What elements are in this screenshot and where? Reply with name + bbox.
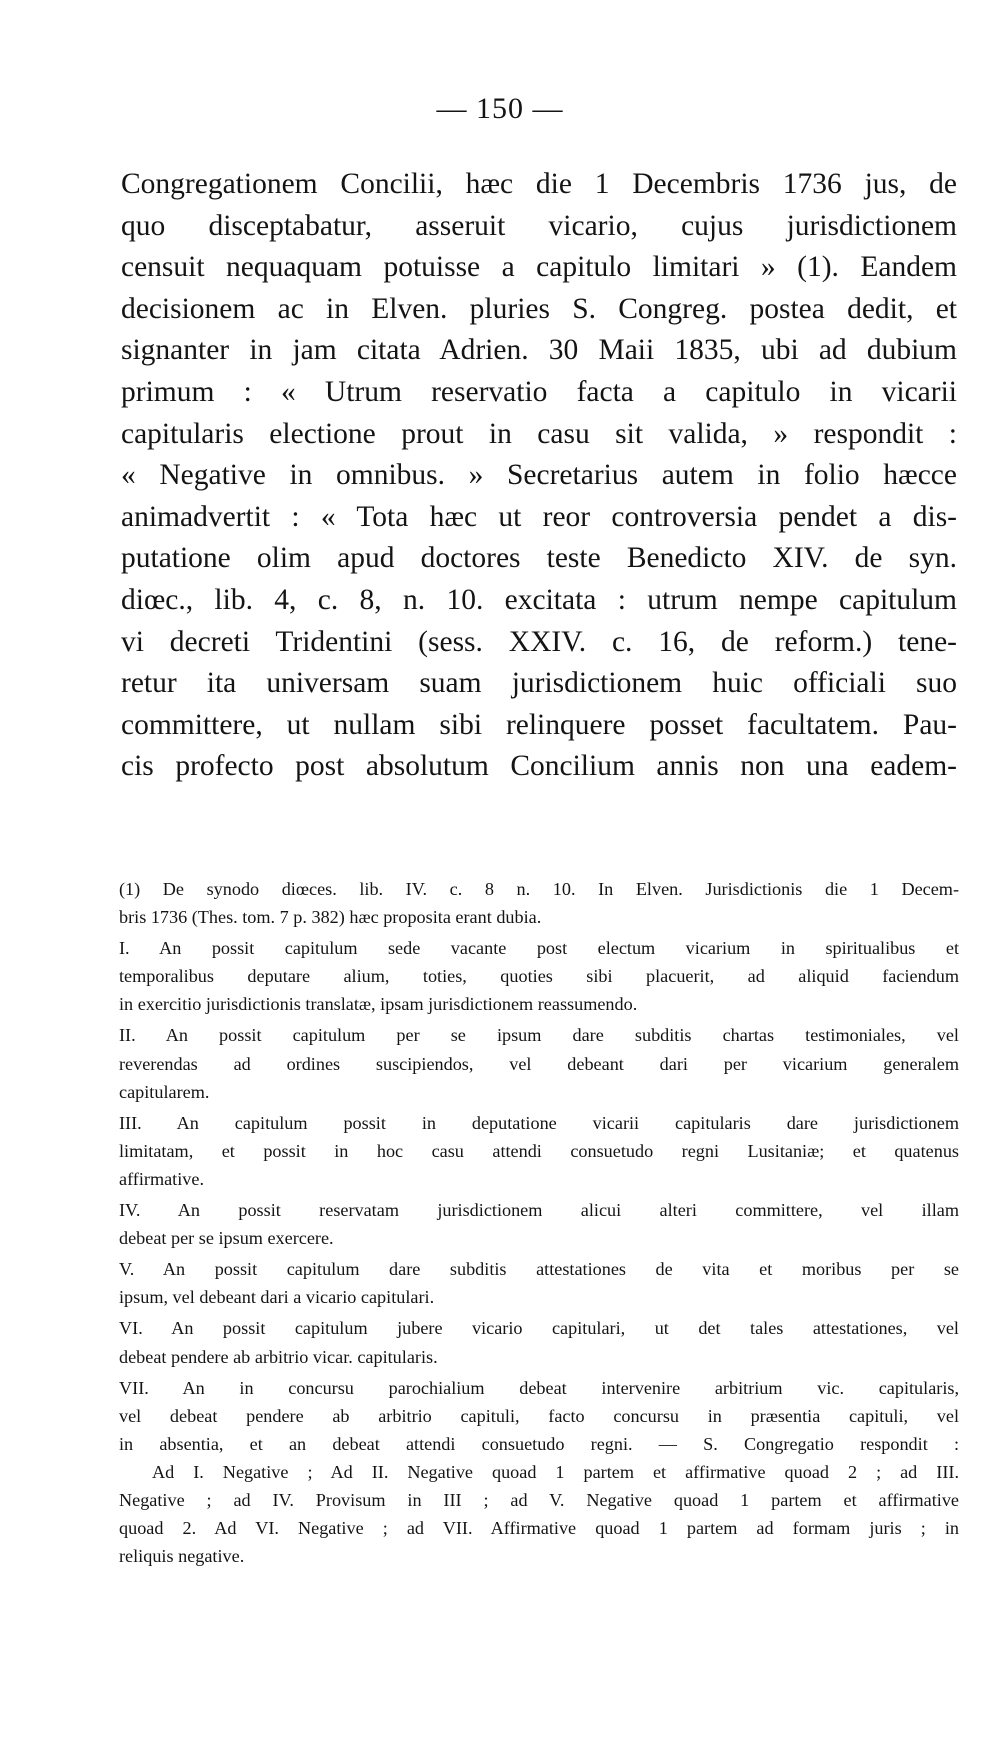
footnote-line: I. An possit capitulum sede vacante post electum vicarium in spiritualibus et (119, 938, 959, 959)
footnote-line: III. An capitulum possit in deputatione vicarii capitularis dare jurisdictionem (119, 1112, 959, 1133)
main-line: capitularis electione prout in casu sit valida, » respondit : (121, 417, 957, 450)
main-line: cis profecto post absolutum Concilium annis non una eadem- (121, 750, 957, 783)
main-line: diœc., lib. 4, c. 8, n. 10. excitata : utrum nempe capitulum (121, 583, 957, 616)
footnote-line: vel debeat pendere ab arbitrio capituli, facto concursu in præsentia capituli, vel (119, 1405, 959, 1426)
footnote-line: affirmative. (119, 1168, 205, 1189)
footnote-line: reliquis negative. (119, 1546, 245, 1567)
footnotes (119, 875, 959, 1570)
footnote-line: VII. An in concursu parochialium debeat intervenire arbitrium vic. capitularis, (119, 1377, 959, 1398)
footnote-line: reverendas ad ordines suscipiendos, vel debeant dari per vicarium generalem (119, 1053, 959, 1074)
main-line: vi decreti Tridentini (sess. XXIV. c. 16, de reform.) tene- (121, 625, 957, 658)
main-line: putatione olim apud doctores teste Benedicto XIV. de syn. (121, 542, 957, 575)
main-text (121, 164, 957, 788)
footnote-line: ipsum, vel debeant dari a vicario capitulari. (119, 1287, 435, 1308)
main-line: retur ita universam suam jurisdictionem huic officiali suo (121, 667, 957, 700)
main-line: quo disceptabatur, asseruit vicario, cujus jurisdictionem (121, 209, 957, 242)
main-line: primum : « Utrum reservatio facta a capitulo in vicarii (121, 375, 957, 408)
footnote-line: limitatam, et possit in hoc casu attendi consuetudo regni Lusitaniæ; et quatenus (119, 1140, 959, 1161)
footnote-line: debeat pendere ab arbitrio vicar. capitularis. (119, 1346, 438, 1367)
footnote-line: quoad 2. Ad VI. Negative ; ad VII. Affirmative quoad 1 partem ad formam juris ; in (119, 1518, 959, 1539)
footnote-line: in absentia, et an debeat attendi consuetudo regni. — S. Congregatio respondit : (119, 1433, 959, 1454)
main-line: Congregationem Concilii, hæc die 1 Decembris 1736 jus, de (121, 168, 957, 200)
footnote-line: II. An possit capitulum per se ipsum dare subditis chartas testimoniales, vel (119, 1025, 959, 1046)
footnote-line: Ad I. Negative ; Ad II. Negative quoad 1 partem et affirmative quoad 2 ; ad III. (152, 1461, 959, 1482)
main-line: committere, ut nullam sibi relinquere posset facultatem. Pau- (121, 708, 957, 741)
footnote-line: Negative ; ad IV. Provisum in III ; ad V. Negative quoad 1 partem et affirmative (119, 1489, 959, 1510)
footnote-line: in exercitio jurisdictionis translatæ, ipsam jurisdictionem reassumendo. (119, 994, 638, 1015)
footnote-line: V. An possit capitulum dare subditis attestationes de vita et moribus per se (119, 1259, 959, 1280)
main-line: animadvertit : « Tota hæc ut reor controversia pendet a dis- (121, 500, 957, 533)
footnote-line: capitularem. (119, 1081, 210, 1102)
main-line: signanter in jam citata Adrien. 30 Maii 1835, ubi ad dubium (121, 334, 957, 367)
footnote-line: bris 1736 (Thes. tom. 7 p. 382) hæc proposita erant dubia. (119, 907, 542, 928)
footnote-line: (1) De synodo diœces. lib. IV. c. 8 n. 10. In Elven. Jurisdictionis die 1 Decem- (119, 879, 959, 899)
footnote-line: VI. An possit capitulum jubere vicario capitulari, ut det tales attestationes, vel (119, 1318, 959, 1339)
main-line: « Negative in omnibus. » Secretarius autem in folio hæcce (121, 459, 957, 492)
footnote-line: IV. An possit reservatam jurisdictionem alicui alteri committere, vel illam (119, 1200, 959, 1221)
footnote-line: debeat per se ipsum exercere. (119, 1228, 334, 1249)
main-line: censuit nequaquam potuisse a capitulo limitari » (1). Eandem (121, 251, 957, 284)
main-line: decisionem ac in Elven. pluries S. Congreg. postea dedit, et (121, 292, 957, 325)
page-number: — 150 — (436, 92, 564, 125)
footnote-line: temporalibus deputare alium, toties, quoties sibi placuerit, ad aliquid faciendum (119, 966, 959, 987)
